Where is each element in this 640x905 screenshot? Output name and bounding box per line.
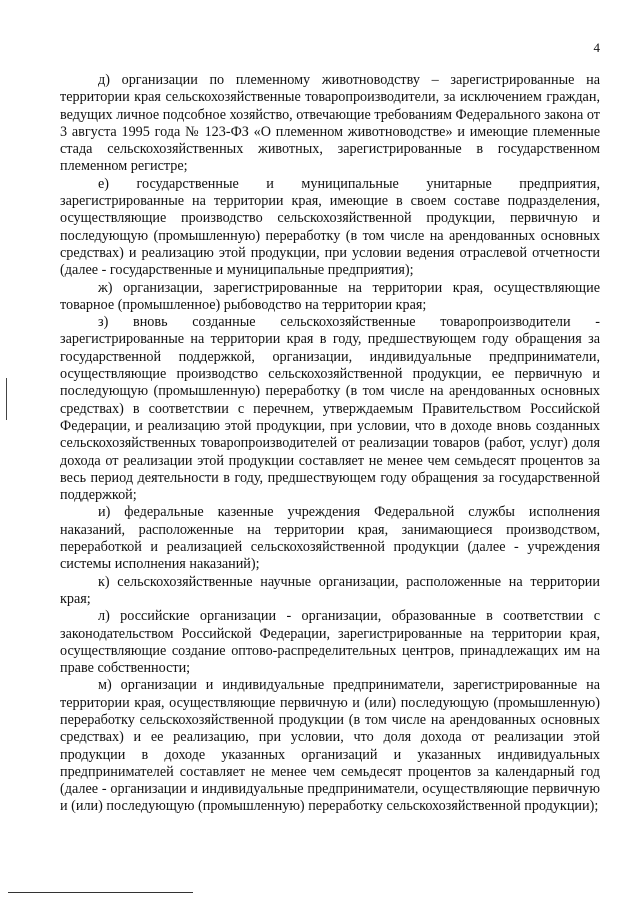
paragraph-m: м) организации и индивидуальные предприниматели, зарегистрированные на территории края, осуществляющие первичную и (или) последующую (промышленную) переработку сельскохозяйственной продукции (в том числе на арендованных основных средствах) и ее реализацию, при условии, что доля дохода от реализации этой продукции в доходе указанных организаций и указанных индивидуальных предпринимателей составляет не менее чем семьдесят процентов за календарный год (далее - организации и индивидуальные предприниматели, осуществляющие первичную и (или) последующую (промышленную) переработку сельскохозяйственной продукции);	[60, 677, 600, 815]
paragraph-zh: ж) организации, зарегистрированные на территории края, осуществляющие товарное (промышленное) рыбоводство на территории края;	[60, 279, 600, 313]
paragraph-k: к) сельскохозяйственные научные организации, расположенные на территории края;	[60, 573, 600, 607]
paragraph-d: д) организации по племенному животноводству – зарегистрированные на территории края сельскохозяйственные товаропроизводители, за исключением граждан, ведущих личное подсобное хозяйство, отвечающие требованиям Федерального закона от 3 августа 1995 года № 123-ФЗ «О племенном животноводстве» и имеющие племенные стада сельскохозяйственных животных, зарегистрированные в государственном племенном регистре;	[60, 72, 600, 175]
paragraph-e: е) государственные и муниципальные унитарные предприятия, зарегистрированные на территории края, имеющие в своем составе подразделения, осуществляющие производство сельскохозяйственной продукции, первичную и последующую (промышленную) переработку (в том числе на арендованных основных средствах) и реализацию этой продукции, при условии ведения отраслевой отчетности (далее - государственные и муниципальные предприятия);	[60, 175, 600, 279]
document-body	[60, 72, 600, 816]
margin-mark	[6, 378, 7, 420]
paragraph-l: л) российские организации - организации, образованные в соответствии с законодательством Российской Федерации, зарегистрированные на территории края, осуществляющие создание оптово-распределительных центров, принадлежащих им на праве собственности;	[60, 608, 600, 677]
page-number: 4	[593, 40, 600, 55]
paragraph-z: з) вновь созданные сельскохозяйственные товаропроизводители - зарегистрированные на территории края в году, предшествующем году обращения за государственной поддержкой, организации, индивидуальные предприниматели, осуществляющие производство сельскохозяйственной продукции, ее первичную и последующую (промышленную) переработку (в том числе на арендованных основных средствах) в соответствии с перечнем, утверждаемым Правительством Российской Федерации, и реализацию этой продукции, при условии, что в доходе вновь созданных сельскохозяйственных товаропроизводителей от реализации товаров (работ, услуг) доля дохода от реализации этой продукции составляет не менее чем семьдесят процентов за весь период деятельности в году, предшествующем году обращения за государственной поддержкой;	[60, 314, 600, 504]
footer-rule	[8, 892, 193, 893]
paragraph-i: и) федеральные казенные учреждения Федеральной службы исполнения наказаний, расположенные на территории края, занимающиеся производством, переработкой и реализацией сельскохозяйственной продукции (далее - учреждения системы исполнения наказаний);	[60, 504, 600, 573]
